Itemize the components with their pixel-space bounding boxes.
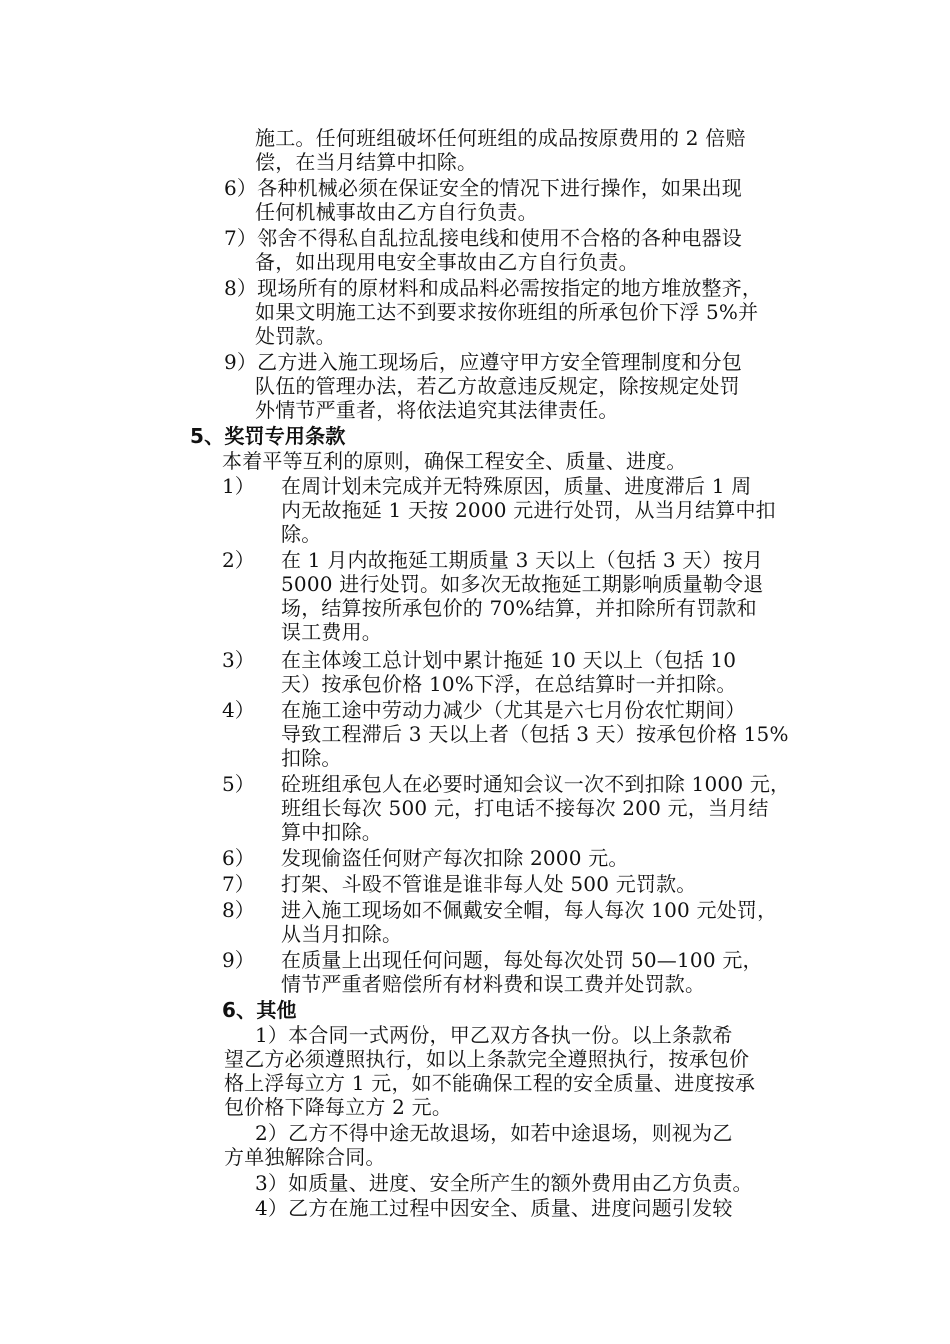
item-a1-line-0: 6）各种机械必须在保证安全的情况下进行操作，如果出现: [224, 176, 742, 200]
item-a1-line-1: 任何机械事故由乙方自行负责。: [255, 200, 538, 224]
item-a4-line-2: 外情节严重者，将依法追究其法律责任。: [255, 398, 619, 422]
s5-item-5-line-1: 班组长每次 500 元，打电话不接每次 200 元，当月结: [281, 796, 769, 820]
s5-item-3-line-1: 天）按承包价格 10%下浮，在总结算时一并扣除。: [281, 672, 737, 696]
s6-para-1-line-0: 1）本合同一式两份，甲乙双方各执一份。以上条款希: [255, 1023, 733, 1047]
s5-item-4-line-0: 在施工途中劳动力减少（尤其是六七月份农忙期间）: [281, 698, 746, 722]
s5-item-6-line-0: 发现偷盗任何财产每次扣除 2000 元。: [281, 846, 629, 870]
item-a0-line-1: 偿，在当月结算中扣除。: [255, 150, 478, 174]
s5-item-5-line-0: 砼班组承包人在必要时通知会议一次不到扣除 1000 元，: [281, 772, 791, 796]
s5-item-6-number: 6）: [222, 846, 255, 870]
s5-item-5-number: 5）: [222, 772, 255, 796]
s6-para-2-line-1: 方单独解除合同。: [224, 1145, 386, 1169]
item-a3-line-2: 处罚款。: [255, 324, 336, 348]
s5-item-3-number: 3）: [222, 648, 255, 672]
s5-item-9-number: 9）: [222, 948, 255, 972]
item-a3-line-1: 如果文明施工达不到要求按你班组的所承包价下浮 5%并: [255, 300, 759, 324]
s6-para-3-line-0: 3）如质量、进度、安全所产生的额外费用由乙方负责。: [255, 1171, 753, 1195]
s5-item-1-line-0: 在周计划未完成并无特殊原因，质量、进度滞后 1 周: [281, 474, 752, 498]
s5-item-1-line-1: 内无故拖延 1 天按 2000 元进行处罚，从当月结算中扣: [281, 498, 776, 522]
s5-item-8-line-0: 进入施工现场如不佩戴安全帽，每人每次 100 元处罚，: [281, 898, 778, 922]
s5-item-1-number: 1）: [222, 474, 255, 498]
s5-item-4-line-1: 导致工程滞后 3 天以上者（包括 3 天）按承包价格 15%: [281, 722, 789, 746]
s6-para-4-line-0: 4）乙方在施工过程中因安全、质量、进度问题引发较: [255, 1196, 733, 1220]
s5-item-8-line-1: 从当月扣除。: [281, 922, 403, 946]
s5-item-4-number: 4）: [222, 698, 255, 722]
s6-para-1-line-1: 望乙方必须遵照执行，如以上条款完全遵照执行，按承包价: [224, 1047, 750, 1071]
section5-intro: 本着平等互利的原则，确保工程安全、质量、进度。: [222, 449, 687, 473]
s5-item-9-line-0: 在质量上出现任何问题，每处每次处罚 50—100 元，: [281, 948, 763, 972]
s5-item-2-line-2: 场，结算按所承包价的 70%结算，并扣除所有罚款和: [281, 596, 757, 620]
s6-para-1-line-2: 格上浮每立方 1 元，如不能确保工程的安全质量、进度按承: [224, 1071, 756, 1095]
s5-item-9-line-1: 情节严重者赔偿所有材料费和误工费并处罚款。: [281, 972, 706, 996]
item-a2-line-0: 7）邻舍不得私自乱拉乱接电线和使用不合格的各种电器设: [224, 226, 742, 250]
s5-item-7-line-0: 打架、斗殴不管谁是谁非每人处 500 元罚款。: [281, 872, 697, 896]
s5-item-2-line-3: 误工费用。: [281, 620, 382, 644]
s5-item-4-line-2: 扣除。: [281, 746, 342, 770]
section5-heading: 5、奖罚专用条款: [190, 424, 346, 448]
item-a4-line-1: 队伍的管理办法，若乙方故意违反规定，除按规定处罚: [255, 374, 740, 398]
s6-para-1-line-3: 包价格下降每立方 2 元。: [224, 1095, 453, 1119]
s5-item-2-line-1: 5000 进行处罚。如多次无故拖延工期影响质量勒令退: [281, 572, 764, 596]
item-a2-line-1: 备，如出现用电安全事故由乙方自行负责。: [255, 250, 639, 274]
item-a4-line-0: 9）乙方进入施工现场后，应遵守甲方安全管理制度和分包: [224, 350, 742, 374]
s5-item-5-line-2: 算中扣除。: [281, 820, 382, 844]
s5-item-1-line-2: 除。: [281, 522, 322, 546]
s5-item-8-number: 8）: [222, 898, 255, 922]
section6-heading: 6、其他: [222, 998, 297, 1022]
item-a3-line-0: 8）现场所有的原材料和成品料必需按指定的地方堆放整齐，: [224, 276, 763, 300]
s5-item-2-number: 2）: [222, 548, 255, 572]
s5-item-7-number: 7）: [222, 872, 255, 896]
s6-para-2-line-0: 2）乙方不得中途无故退场，如若中途退场，则视为乙: [255, 1121, 733, 1145]
s5-item-2-line-0: 在 1 月内故拖延工期质量 3 天以上（包括 3 天）按月: [281, 548, 764, 572]
item-a0-line-0: 施工。任何班组破坏任何班组的成品按原费用的 2 倍赔: [255, 126, 746, 150]
s5-item-3-line-0: 在主体竣工总计划中累计拖延 10 天以上（包括 10: [281, 648, 737, 672]
